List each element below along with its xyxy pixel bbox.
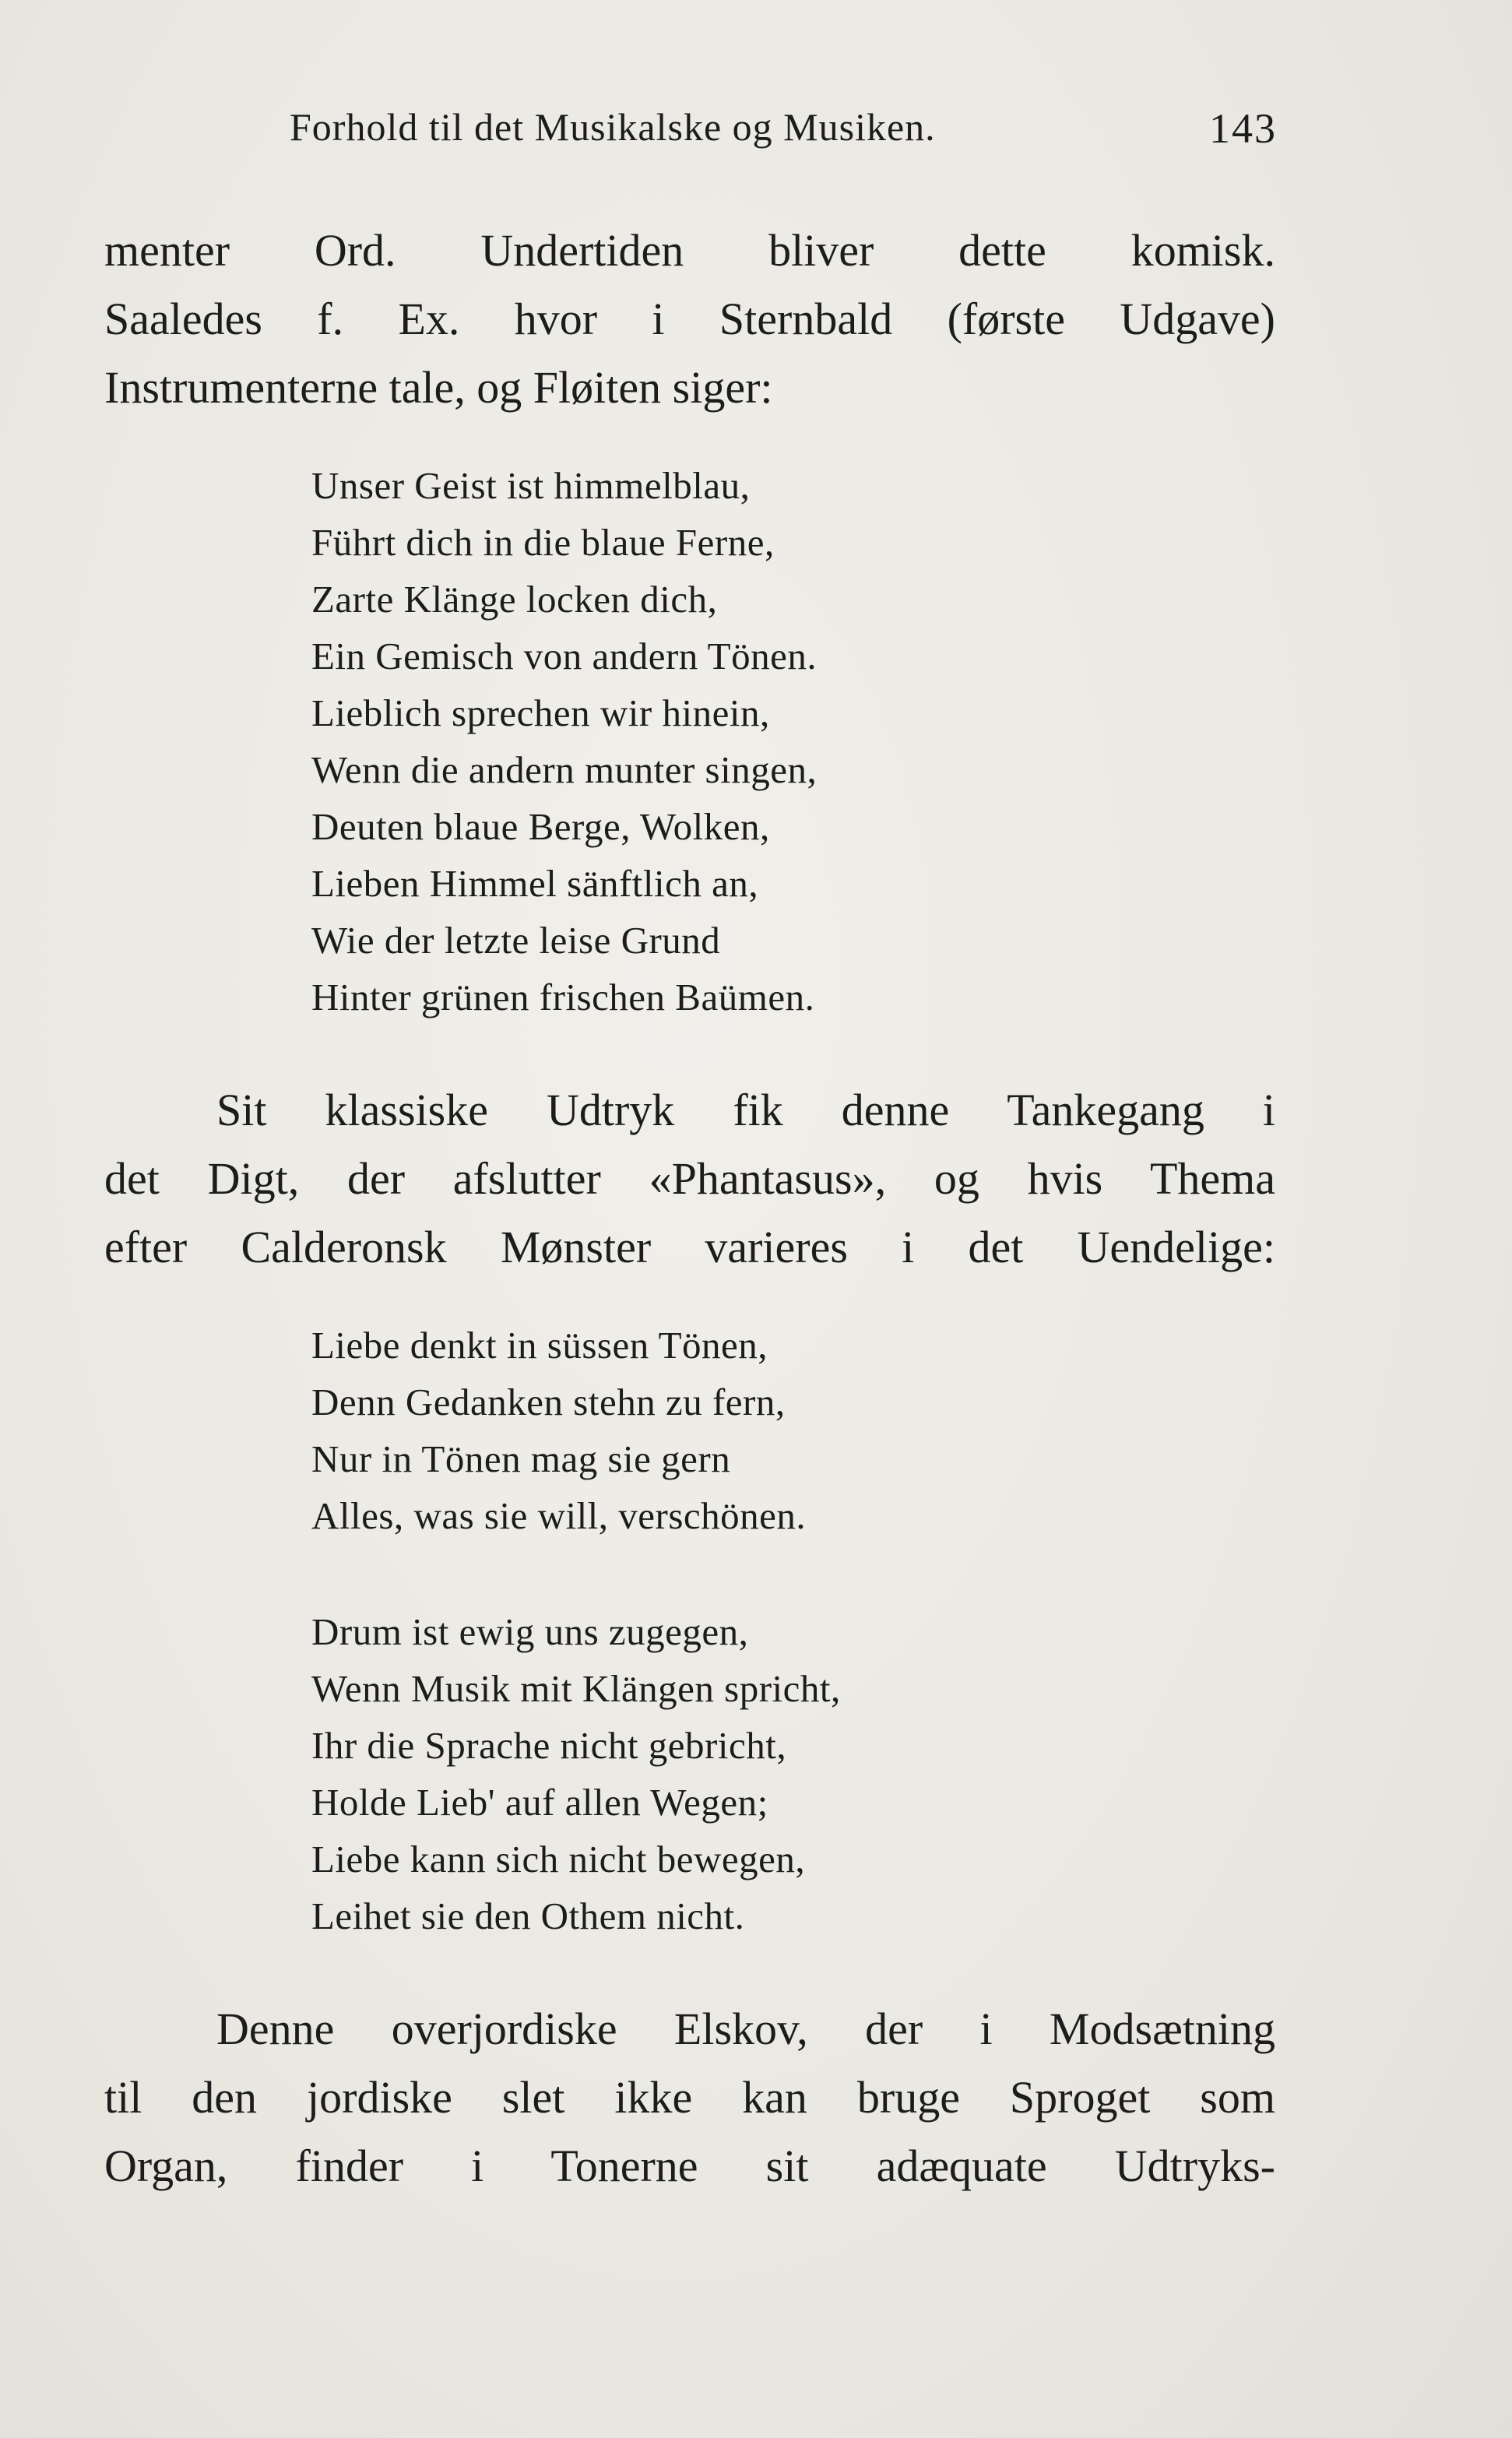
paragraph-line: det Digt, der afslutter «Phantasus», og hvis Thema: [104, 1153, 1275, 1204]
paragraph-line: efter Calderonsk Mønster varieres i det Uendelige:: [104, 1222, 1275, 1272]
verse-line: Wenn die andern munter singen,: [311, 748, 818, 791]
verse-line: Lieblich sprechen wir hinein,: [311, 691, 770, 734]
verse-line: Denn Gedanken stehn zu fern,: [311, 1381, 786, 1423]
paragraph-line: Instrumenterne tale, og Fløiten siger:: [104, 362, 773, 413]
verse-line: Wenn Musik mit Klängen spricht,: [311, 1667, 841, 1710]
verse-line: Hinter grünen frischen Baümen.: [311, 976, 815, 1018]
verse-line: Alles, was sie will, verschönen.: [311, 1494, 807, 1537]
paragraph-line: Saaledes f. Ex. hvor i Sternbald (første Udgave): [104, 294, 1275, 344]
verse-line: Lieben Himmel sänftlich an,: [311, 862, 759, 905]
paragraph-line: Organ, finder i Tonerne sit adæquate Udtryks-: [104, 2141, 1275, 2191]
verse-line: Unser Geist ist himmelblau,: [311, 464, 751, 507]
verse-line: Deuten blaue Berge, Wolken,: [311, 805, 770, 848]
verse-line: Wie der letzte leise Grund: [311, 919, 721, 962]
verse-line: Holde Lieb' auf allen Wegen;: [311, 1781, 768, 1824]
verse-line: Nur in Tönen mag sie gern: [311, 1437, 731, 1480]
verse-line: Führt dich in die blaue Ferne,: [311, 521, 775, 564]
paragraph-line: Denne overjordiske Elskov, der i Modsætning: [216, 2004, 1275, 2054]
verse-line: Leihet sie den Othem nicht.: [311, 1894, 745, 1937]
verse-line: Drum ist ewig uns zugegen,: [311, 1610, 749, 1653]
verse-line: Ihr die Sprache nicht gebricht,: [311, 1724, 787, 1767]
paragraph-line: til den jordiske slet ikke kan bruge Sproget som: [104, 2072, 1275, 2123]
verse-line: Liebe kann sich nicht bewegen,: [311, 1838, 806, 1880]
page-header: [290, 104, 1277, 159]
verse-line: Liebe denkt in süssen Tönen,: [311, 1324, 768, 1367]
running-title: Forhold til det Musikalske og Musiken.: [290, 105, 936, 149]
paragraph-line: menter Ord. Undertiden bliver dette komisk.: [104, 225, 1275, 276]
paragraph-line: Sit klassiske Udtryk fik denne Tankegang i: [216, 1085, 1275, 1135]
verse-line: Zarte Klänge locken dich,: [311, 578, 718, 621]
page-number: 143: [1209, 105, 1277, 152]
verse-line: Ein Gemisch von andern Tönen.: [311, 635, 818, 677]
